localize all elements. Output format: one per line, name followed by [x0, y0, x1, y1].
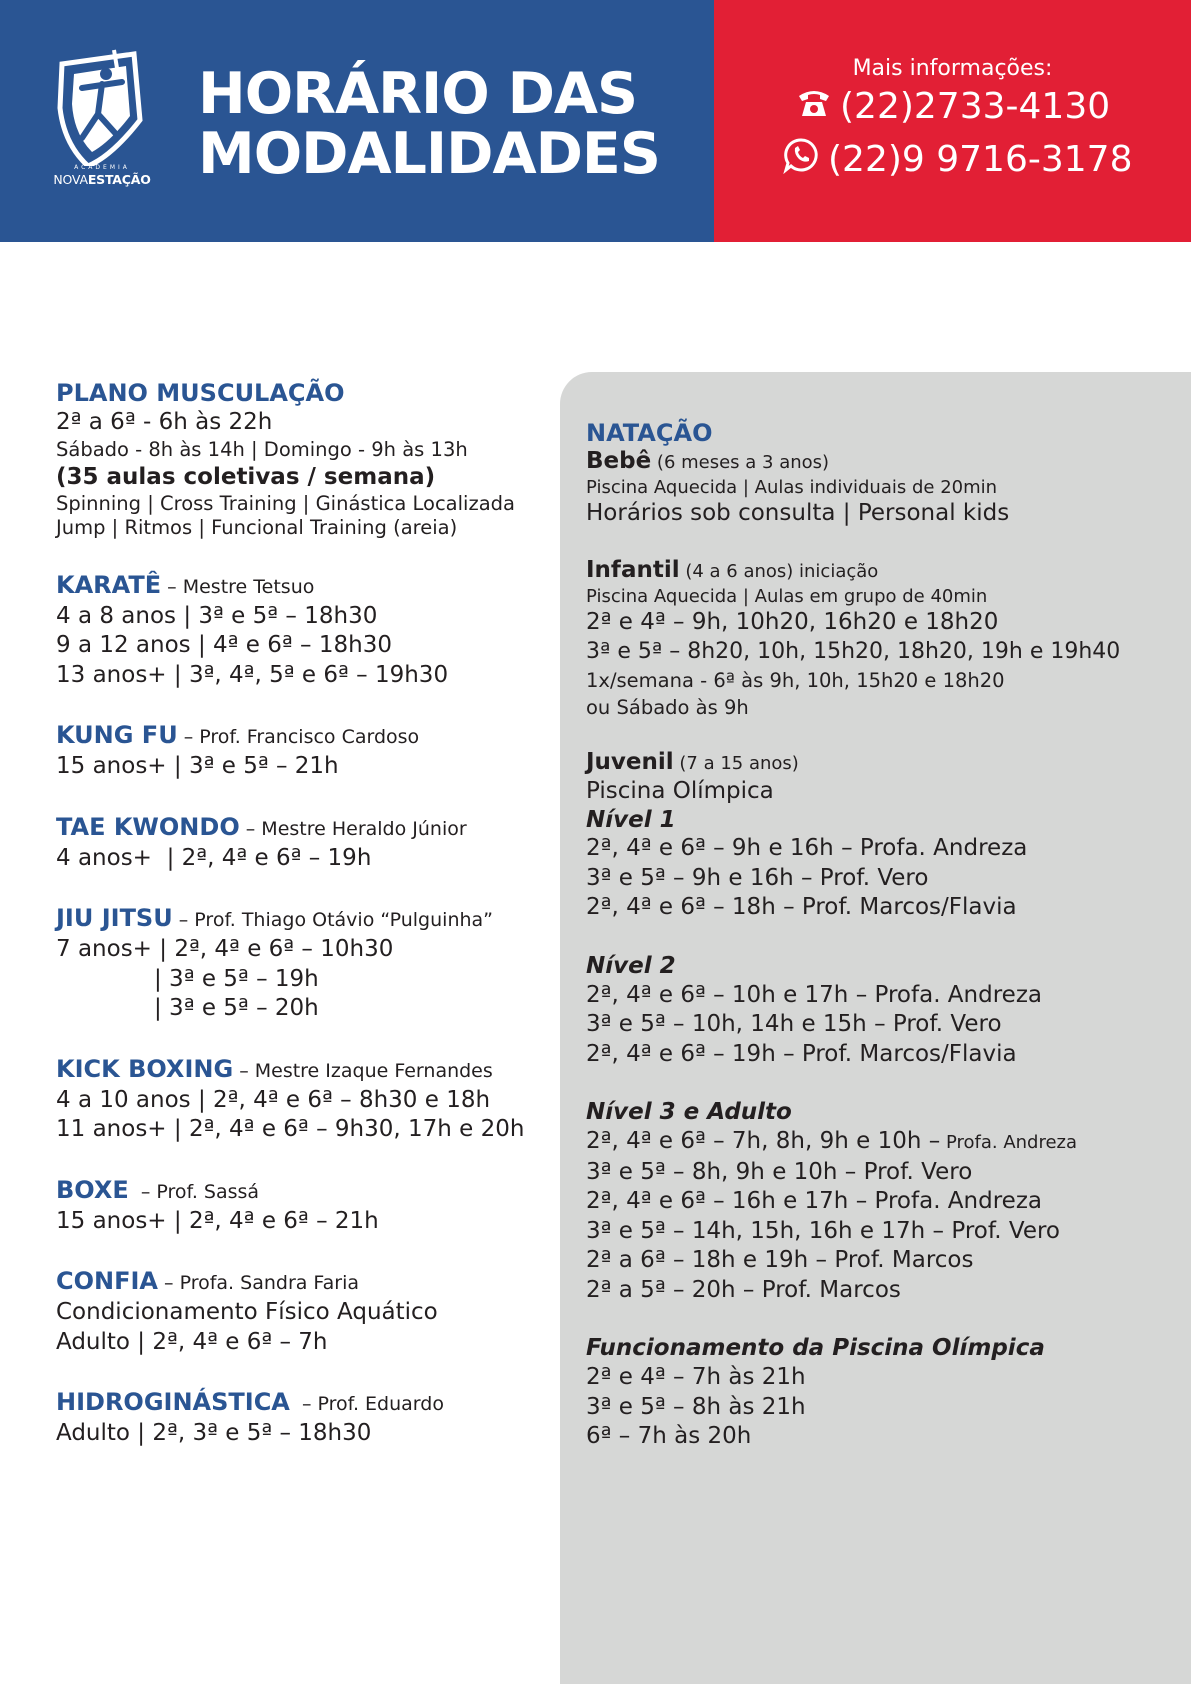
nivel2-line: 3ª e 5ª – 10h, 14h e 15h – Prof. Vero: [586, 1011, 1002, 1037]
natacao-title: NATAÇÃO: [586, 419, 713, 447]
nivel3-line-teacher: Profa. Andreza: [940, 1132, 1078, 1153]
jiujitsu-line: 7 anos+ | 2ª, 4ª e 6ª – 10h30: [56, 936, 394, 962]
karate-line: 9 a 12 anos | 4ª e 6ª – 18h30: [56, 632, 392, 658]
confia-heading: [56, 1266, 556, 1298]
kungfu-instructor: – Prof. Francisco Cardoso: [177, 726, 420, 748]
hidroginastica-line: Adulto | 2ª, 3ª e 5ª – 18h30: [56, 1420, 372, 1446]
karate-heading: [56, 570, 556, 602]
boxe-title: BOXE: [56, 1175, 129, 1204]
nivel3-line: 3ª e 5ª – 14h, 15h, 16h e 17h – Prof. Vero: [586, 1217, 1061, 1244]
phone-whatsapp-number: (22)9 9716-3178: [828, 139, 1133, 180]
nivel1-line: 3ª e 5ª – 9h e 16h – Prof. Vero: [586, 864, 929, 891]
bebe-age: (6 meses a 3 anos): [651, 452, 830, 473]
confia-line: Adulto | 2ª, 4ª e 6ª – 7h: [56, 1328, 328, 1355]
infantil-heading: [586, 557, 1186, 585]
infantil-age: (4 a 6 anos) iniciação: [679, 560, 879, 582]
academy-logo: [52, 48, 152, 188]
telephone-icon: [796, 86, 832, 127]
funcionamento-line: 3ª e 5ª – 8h às 21h: [586, 1393, 806, 1420]
nivel3-line: 3ª e 5ª – 8h, 9h e 10h – Prof. Vero: [586, 1158, 973, 1185]
taekwondo-line: 4 anos+ | 2ª, 4ª e 6ª – 19h: [56, 844, 372, 871]
funcionamento-title: Funcionamento da Piscina Olímpica: [586, 1335, 1045, 1361]
page-title: [198, 61, 660, 187]
nivel1-line: 2ª, 4ª e 6ª – 9h e 16h – Profa. Andreza: [586, 835, 1028, 861]
funcionamento-line: 6ª – 7h às 20h: [586, 1423, 752, 1449]
logo-name: NOVAESTAÇÃO: [53, 172, 151, 187]
jiujitsu-title: JIU JITSU: [56, 904, 173, 932]
nivel2-line: 2ª, 4ª e 6ª – 19h – Prof. Marcos/Flavia: [586, 1040, 1017, 1067]
jiujitsu-heading: [56, 903, 556, 935]
nivel3-line: [586, 1127, 1186, 1158]
jiujitsu-line: | 3ª e 5ª – 20h: [154, 995, 319, 1021]
nivel2-line: 2ª, 4ª e 6ª – 10h e 17h – Profa. Andreza: [586, 981, 1042, 1008]
infantil-line: Piscina Aquecida | Aulas em grupo de 40min: [586, 585, 988, 607]
hidroginastica-heading: [56, 1387, 556, 1419]
hidroginastica-title: HIDROGINÁSTICA: [56, 1388, 290, 1416]
taekwondo-title: TAE KWONDO: [56, 812, 240, 841]
title-line-1: HORÁRIO DAS: [198, 61, 638, 127]
juvenil-line: Piscina Olímpica: [586, 777, 774, 804]
infantil-line: 1x/semana - 6ª às 9h, 10h, 15h20 e 18h20: [586, 668, 1005, 692]
karate-line: 4 a 8 anos | 3ª e 5ª – 18h30: [56, 602, 378, 629]
kickboxing-heading: [56, 1054, 556, 1086]
taekwondo-instructor: – Mestre Heraldo Júnior: [239, 817, 467, 840]
left-column: [56, 378, 556, 1449]
boxe-instructor: – Prof. Sassá: [128, 1180, 260, 1203]
infantil-line: 3ª e 5ª – 8h20, 10h, 15h20, 18h20, 19h e 19h40: [586, 639, 1121, 664]
nivel3-line: 2ª, 4ª e 6ª – 16h e 17h – Profa. Andreza: [586, 1188, 1042, 1214]
title-line-2: MODALIDADES: [198, 121, 660, 187]
nivel3-line: 2ª a 6ª – 18h e 19h – Prof. Marcos: [586, 1247, 974, 1273]
karate-title: KARATÊ: [56, 570, 162, 599]
whatsapp-icon: [782, 136, 820, 183]
phone-whatsapp[interactable]: [782, 136, 1132, 183]
phone-landline[interactable]: [796, 86, 1110, 127]
juvenil-heading: [586, 749, 1186, 777]
right-column: [586, 418, 1186, 1452]
karate-line: 13 anos+ | 3ª, 4ª, 5ª e 6ª – 19h30: [56, 661, 449, 688]
nivel3-line: 2ª a 5ª – 20h – Prof. Marcos: [586, 1276, 901, 1303]
karate-instructor: – Mestre Tetsuo: [161, 575, 315, 598]
kungfu-title: KUNG FU: [56, 721, 178, 749]
funcionamento-line: 2ª e 4ª – 7h às 21h: [586, 1364, 806, 1390]
taekwondo-heading: [56, 812, 556, 844]
musculacao-line: Jump | Ritmos | Funcional Training (areia): [56, 515, 458, 539]
jiujitsu-instructor: – Prof. Thiago Otávio “Pulguinha”: [172, 909, 494, 931]
juvenil-title: Juvenil: [586, 748, 674, 775]
musculacao-line: Sábado - 8h às 14h | Domingo - 9h às 13h: [56, 437, 468, 461]
confia-line: Condicionamento Físico Aquático: [56, 1299, 438, 1325]
jiujitsu-line: | 3ª e 5ª – 19h: [154, 965, 319, 992]
infantil-line: 2ª e 4ª – 9h, 10h20, 16h20 e 18h20: [586, 608, 999, 635]
nivel3-title: Nível 3 e Adulto: [586, 1099, 792, 1125]
confia-title: CONFIA: [56, 1267, 158, 1295]
logo-small-text: ACADEMIA: [74, 164, 130, 171]
phone-landline-number: (22)2733-4130: [840, 86, 1111, 127]
kickboxing-instructor: – Mestre Izaque Fernandes: [233, 1059, 493, 1082]
bebe-heading: [586, 448, 1186, 476]
infantil-title: Infantil: [586, 556, 680, 583]
nivel1-line: 2ª, 4ª e 6ª – 18h – Prof. Marcos/Flavia: [586, 894, 1017, 920]
nivel1-title: Nível 1: [586, 807, 676, 833]
kungfu-line: 15 anos+ | 3ª e 5ª – 21h: [56, 753, 339, 779]
musculacao-title: PLANO MUSCULAÇÃO: [56, 379, 345, 407]
logo-figure-icon: [52, 48, 152, 166]
bebe-line: Piscina Aquecida | Aulas individuais de 20min: [586, 477, 998, 498]
musculacao-line: (35 aulas coletivas / semana): [56, 463, 436, 490]
boxe-heading: [56, 1175, 556, 1207]
kickboxing-line: 11 anos+ | 2ª, 4ª e 6ª – 9h30, 17h e 20h: [56, 1116, 525, 1142]
musculacao-line: Spinning | Cross Training | Ginástica Localizada: [56, 491, 515, 515]
infantil-line: ou Sábado às 9h: [586, 695, 749, 719]
hidroginastica-instructor: – Prof. Eduardo: [289, 1393, 444, 1415]
boxe-line: 15 anos+ | 2ª, 4ª e 6ª – 21h: [56, 1207, 379, 1234]
nivel2-title: Nível 2: [586, 952, 676, 979]
kickboxing-title: KICK BOXING: [56, 1054, 234, 1083]
info-label: Mais informações:: [852, 56, 1053, 81]
confia-instructor: – Profa. Sandra Faria: [158, 1272, 359, 1294]
musculacao-line: 2ª a 6ª - 6h às 22h: [56, 409, 273, 435]
bebe-title: Bebê: [586, 448, 652, 474]
kungfu-heading: [56, 720, 556, 752]
juvenil-age: (7 a 15 anos): [673, 752, 799, 774]
kickboxing-line: 4 a 10 anos | 2ª, 4ª e 6ª – 8h30 e 18h: [56, 1086, 491, 1113]
nivel3-line-schedule: 2ª, 4ª e 6ª – 7h, 8h, 9h e 10h –: [586, 1128, 941, 1154]
bebe-line: Horários sob consulta | Personal kids: [586, 500, 1010, 526]
